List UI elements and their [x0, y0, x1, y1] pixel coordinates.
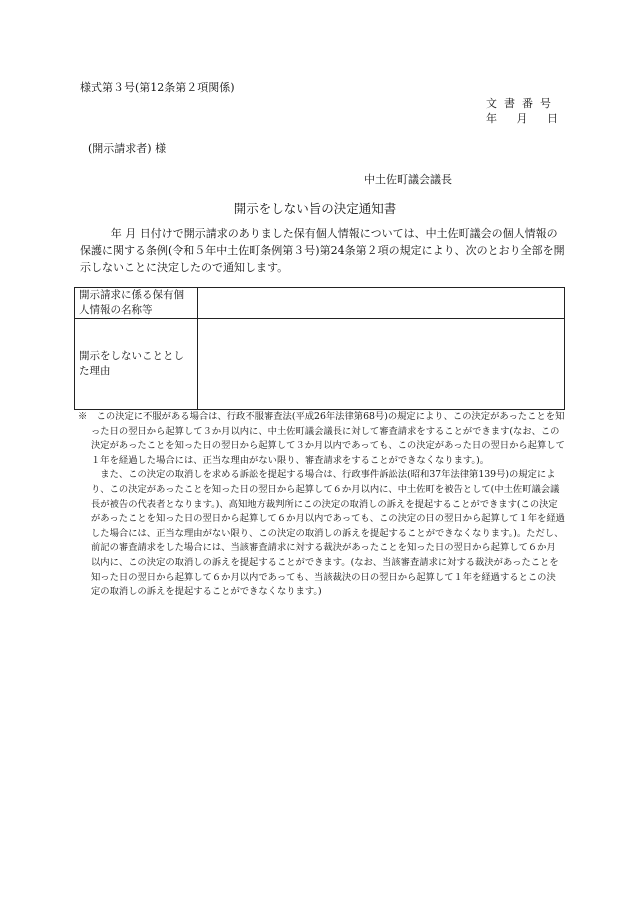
form-number-label: 様式第３号(第12条第２項関係): [80, 81, 235, 94]
document-number-label: 文書番号: [486, 97, 558, 110]
note-paragraph-appeal: ※ この決定に不服がある場合は、行政不服審査法(平成26年法律第68号)の規定により、この決定があったことを知った日の翌日から起算して３か月以内に、中土佐町議会議長に対して審査請求をすることができます(なお、この決定があったことを知った日の翌日から起算して３か月以内であっても、この決定があった日の翌日から起算して１年を経過した場合には、正当な理由がない限り、審査請求をすることができなくなります。)。: [78, 411, 565, 466]
table-value-info-name: [198, 288, 565, 319]
table-label-reason: 開示をしないこととした理由: [75, 319, 198, 410]
body-text: 年 月 日付けで開示請求のありました保有個人情報については、中土佐町議会の個人情報の保護に関する条例(令和５年中土佐町条例第３号)第24条第２項の規定により、次のとおり全部を開示しないことに決定したので通知します。: [80, 227, 565, 274]
table-row: [75, 319, 565, 410]
table-row: [75, 288, 565, 319]
document-title: 開示をしない旨の決定通知書: [233, 201, 397, 216]
issuer: 中土佐町議会議長: [364, 173, 452, 186]
document-date-label: 年 月 日: [486, 112, 558, 125]
note-paragraph-lawsuit: また、この決定の取消しを求める訴訟を提起する場合は、行政事件訴訟法(昭和37年法律第139号)の規定により、この決定があったことを知った日の翌日から起算して６か月以内に、中土佐町を被告として(中土佐町議会議長が被告の代表者となります。)、高知地方裁判所にこの決定の取消しの訴えを提起することができます(この決定があったことを知った日の翌日から起算して６か月以内であっても、この決定の日の翌日から起算して１年を経過した場合には、正当な理由がない限り、この決定の取消しの訴えを提起することができなくなります。)。ただし、前記の審査請求をした場合には、当該審査請求に対する裁決があったことを知った日の翌日から起算して６か月以内に、この決定の取消しの訴えを提起することができます。(なお、当該審査請求に対する裁決があったことを知った日の翌日から起算して６か月以内であっても、当該裁決の日の翌日から起算して１年を経過するとこの決定の取消しの訴えを提起することができなくなります。): [91, 469, 565, 598]
addressee: (開示請求者) 様: [88, 142, 167, 155]
table-value-reason: [198, 319, 565, 410]
notes-section: [78, 410, 565, 600]
info-table: [74, 287, 565, 410]
table-label-info-name: 開示請求に係る保有個人情報の名称等: [75, 288, 198, 319]
